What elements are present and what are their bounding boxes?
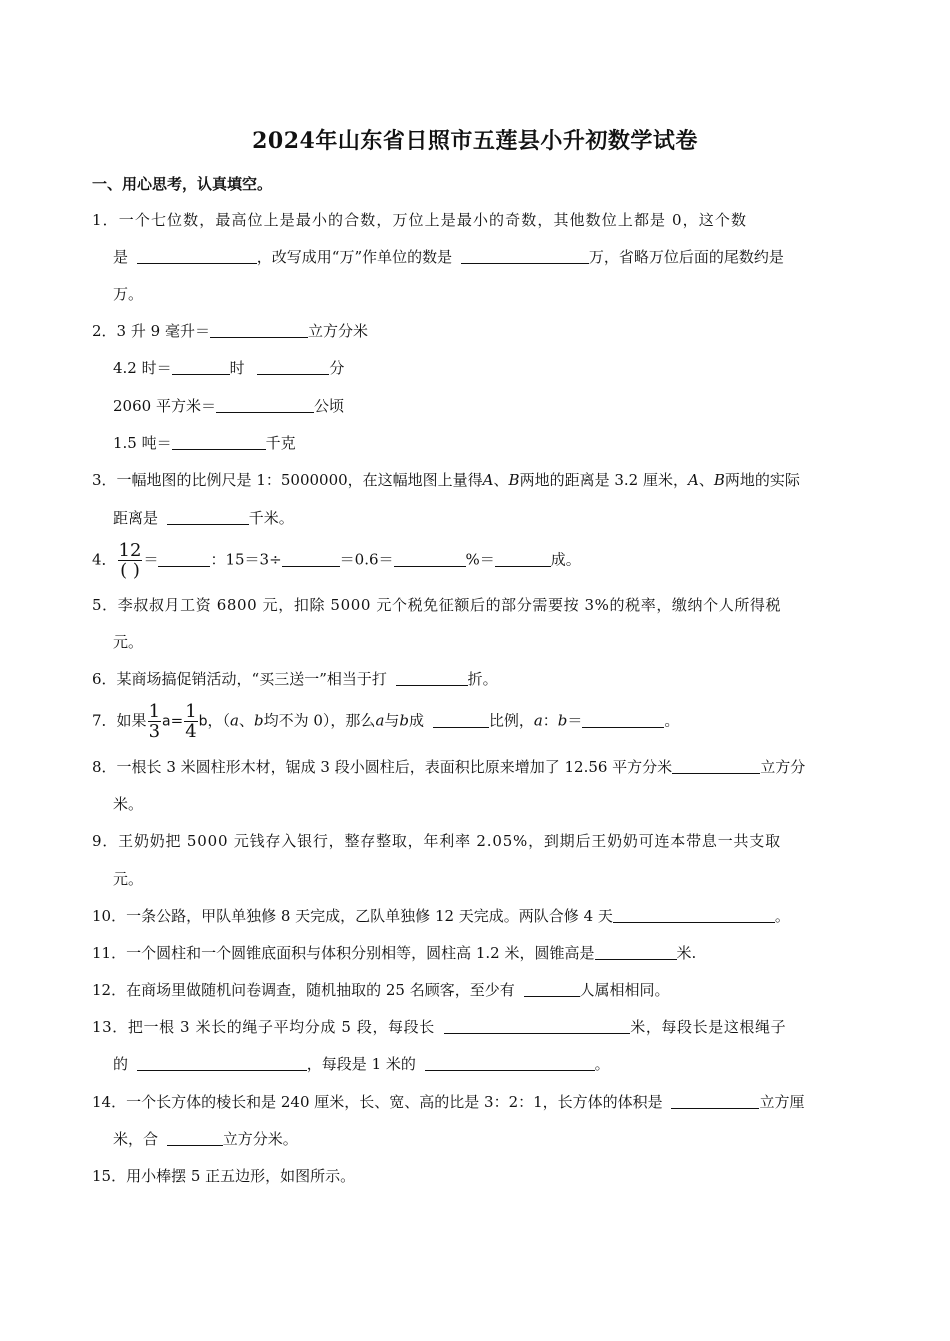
variable: B: [508, 471, 520, 489]
question-text: ＝: [567, 711, 583, 730]
question-11-line: [92, 943, 696, 963]
fraction-denominator: 3: [148, 721, 161, 742]
question-text: 把一根 3 米长的绳子平均分成 5 段，每段长: [127, 1018, 435, 1036]
question-15-line: [92, 1166, 355, 1186]
question-text: 万。: [113, 285, 144, 303]
question-text: 米.: [676, 944, 697, 962]
fraction-denominator: ( ): [120, 560, 140, 581]
question-1-line-1: [92, 210, 747, 230]
variable: b: [557, 711, 568, 730]
question-text: 、: [698, 471, 714, 489]
answer-blank[interactable]: [394, 551, 466, 567]
answer-blank[interactable]: [425, 1055, 595, 1071]
question-text: 。: [594, 1055, 610, 1073]
answer-blank[interactable]: [158, 551, 210, 567]
question-text: ＝0.6＝: [339, 550, 394, 569]
variable: a: [162, 713, 171, 730]
variable: a: [533, 711, 543, 730]
question-4-line: [92, 541, 581, 580]
question-text: ：15＝3÷: [210, 550, 282, 569]
question-text: 时: [229, 359, 245, 377]
question-text: 成。: [550, 550, 581, 569]
question-13-line-2: [113, 1054, 610, 1074]
question-text: 一条公路，甲队单独修 8 天完成，乙队单独修 12 天完成。两队合修 4 天: [126, 907, 613, 925]
question-12-line: [92, 980, 670, 1000]
variable: A: [687, 471, 699, 489]
question-number: 15．: [92, 1167, 127, 1185]
question-text: 距离是: [113, 509, 159, 527]
question-number: 9．: [92, 832, 119, 850]
answer-blank[interactable]: [167, 1130, 223, 1146]
answer-blank[interactable]: [137, 248, 257, 264]
question-text: 一幅地图的比例尺是 1：5000000，在这幅地图上量得: [116, 471, 483, 489]
answer-blank[interactable]: [671, 1093, 759, 1109]
question-2-line-2: [113, 358, 344, 378]
answer-blank[interactable]: [216, 397, 314, 413]
question-text: 立方分: [760, 758, 806, 776]
question-number: 11．: [92, 944, 127, 962]
answer-blank[interactable]: [167, 509, 249, 525]
question-number: 6．: [92, 670, 117, 688]
question-1-line-3: [113, 284, 143, 304]
question-2-line-3: [113, 396, 344, 416]
fraction-numerator: 1: [148, 701, 161, 722]
answer-blank[interactable]: [461, 248, 589, 264]
question-number: 7．: [92, 711, 117, 730]
question-5-line-1: [92, 595, 781, 615]
fraction-numerator: 12: [118, 540, 142, 561]
question-text: 分: [329, 359, 345, 377]
question-text: ，（: [207, 711, 231, 730]
question-text: 公顷: [313, 397, 344, 415]
question-text: %＝: [465, 550, 495, 569]
question-7-line: [92, 702, 679, 741]
question-6-line: [92, 669, 498, 689]
question-text: 是: [113, 248, 129, 266]
question-9-line-2: [113, 869, 143, 889]
question-number: 3．: [92, 471, 117, 489]
question-text: 元。: [113, 870, 144, 888]
question-text: 两地的距离是 3.2 厘米，: [519, 471, 688, 489]
question-14-line-1: [92, 1092, 804, 1112]
question-text: 成: [409, 711, 425, 730]
question-text: ：: [542, 711, 558, 730]
question-number: 1．: [92, 211, 119, 229]
question-text: 米，每段长是这根绳子: [630, 1018, 787, 1036]
variable: b: [254, 711, 264, 730]
question-14-line-2: [113, 1129, 298, 1149]
variable: a: [375, 711, 385, 730]
question-text: 与: [384, 711, 400, 730]
answer-blank[interactable]: [257, 359, 329, 375]
question-text: 立方分米: [307, 322, 368, 340]
answer-blank[interactable]: [282, 551, 340, 567]
question-text: ，改写成用“万”作单位的数是: [256, 248, 453, 266]
question-number: 10．: [92, 907, 127, 925]
question-8-line-2: [113, 794, 143, 814]
question-2-line-4: [113, 433, 296, 453]
answer-blank[interactable]: [137, 1055, 307, 1071]
question-text: 某商场搞促销活动，“买三送一”相当于打: [116, 670, 387, 688]
variable: b: [198, 713, 208, 730]
answer-blank[interactable]: [433, 712, 489, 728]
answer-blank[interactable]: [495, 551, 551, 567]
page-title: 2024年山东省日照市五莲县小升初数学试卷: [252, 128, 698, 154]
question-text: 、: [493, 471, 509, 489]
variable: B: [713, 471, 725, 489]
answer-blank[interactable]: [172, 434, 266, 450]
fraction: [148, 702, 161, 741]
question-text: 一个圆柱和一个圆锥底面积与体积分别相等，圆柱高 1.2 米，圆锥高是: [126, 944, 595, 962]
question-9-line-1: [92, 831, 781, 851]
answer-blank[interactable]: [524, 981, 580, 997]
fraction: [184, 702, 197, 741]
question-text: 李叔叔月工资 6800 元，扣除 5000 元个税免征额后的部分需要按 3%的税率，缴纳个人所得税: [117, 596, 782, 614]
question-text: 人属相相同。: [579, 981, 670, 999]
question-3-line-1: [92, 470, 800, 490]
question-text: 立方分米。: [222, 1130, 298, 1148]
question-text: 折。: [467, 670, 498, 688]
answer-blank[interactable]: [444, 1018, 630, 1034]
answer-blank[interactable]: [210, 322, 308, 338]
question-13-line-1: [92, 1017, 786, 1037]
question-text: 4.2 时＝: [113, 359, 172, 377]
question-text: 2060 平方米＝: [113, 397, 216, 415]
answer-blank[interactable]: [613, 907, 775, 923]
question-text: 立方厘: [759, 1093, 805, 1111]
question-3-line-2: [113, 508, 294, 528]
question-8-line-1: [92, 757, 805, 777]
question-text: =: [170, 711, 184, 730]
question-text: 一个长方体的棱长和是 240 厘米，长、宽、高的比是 3：2：1，长方体的体积是: [126, 1093, 663, 1111]
answer-blank[interactable]: [595, 944, 677, 960]
question-number: 12．: [92, 981, 127, 999]
variable: a: [230, 711, 239, 730]
variable: A: [482, 471, 494, 489]
question-text: 如果: [116, 711, 147, 730]
variable: b: [399, 711, 410, 730]
question-number: 2．: [92, 322, 117, 340]
answer-blank[interactable]: [172, 359, 230, 375]
fraction: [118, 541, 143, 580]
question-number: 5．: [92, 596, 118, 614]
question-text: 千米。: [248, 509, 294, 527]
question-text: ，每段是 1 米的: [306, 1055, 416, 1073]
question-text: 均不为 0），那么: [263, 711, 376, 730]
question-number: 4．: [92, 550, 117, 569]
answer-blank[interactable]: [672, 758, 760, 774]
answer-blank[interactable]: [582, 712, 664, 728]
question-text: ＝: [143, 550, 159, 569]
question-text: 1.5 吨＝: [113, 434, 172, 452]
question-text: 的: [113, 1055, 129, 1073]
question-text: 两地的实际: [724, 471, 800, 489]
question-text: 。: [664, 711, 680, 730]
question-text: 千克: [265, 434, 296, 452]
question-text: 用小棒摆 5 正五边形，如图所示。: [126, 1167, 356, 1185]
question-number: 13．: [92, 1018, 128, 1036]
question-text: 万，省略万位后面的尾数约是: [588, 248, 784, 266]
fraction-denominator: 4: [185, 721, 197, 742]
question-text: 比例，: [488, 711, 534, 730]
question-5-line-2: [113, 632, 143, 652]
question-text: 。: [774, 907, 790, 925]
question-number: 8．: [92, 758, 117, 776]
question-10-line: [92, 906, 790, 926]
section-heading: 一、用心思考，认真填空。: [92, 175, 273, 193]
question-text: 一根长 3 米圆柱形木材，锯成 3 段小圆柱后，表面积比原来增加了 12.56 平方分米: [116, 758, 673, 776]
question-1-line-2: [113, 247, 784, 267]
question-text: 、: [239, 711, 255, 730]
question-text: 一个七位数，最高位上是最小的合数，万位上是最小的奇数，其他数位上都是 0，这个数: [118, 211, 748, 229]
question-number: 14．: [92, 1093, 127, 1111]
question-text: 米，合: [113, 1130, 159, 1148]
question-text: 米。: [113, 795, 144, 813]
answer-blank[interactable]: [396, 670, 468, 686]
question-2-line-1: [92, 321, 368, 341]
question-text: 在商场里做随机问卷调查，随机抽取的 25 名顾客，至少有: [126, 981, 515, 999]
question-text: 元。: [113, 633, 144, 651]
question-text: 3 升 9 毫升＝: [116, 322, 210, 340]
question-text: 王奶奶把 5000 元钱存入银行，整存整取，年利率 2.05%，到期后王奶奶可连本带息一共支取: [118, 832, 781, 850]
fraction-numerator: 1: [185, 701, 197, 722]
